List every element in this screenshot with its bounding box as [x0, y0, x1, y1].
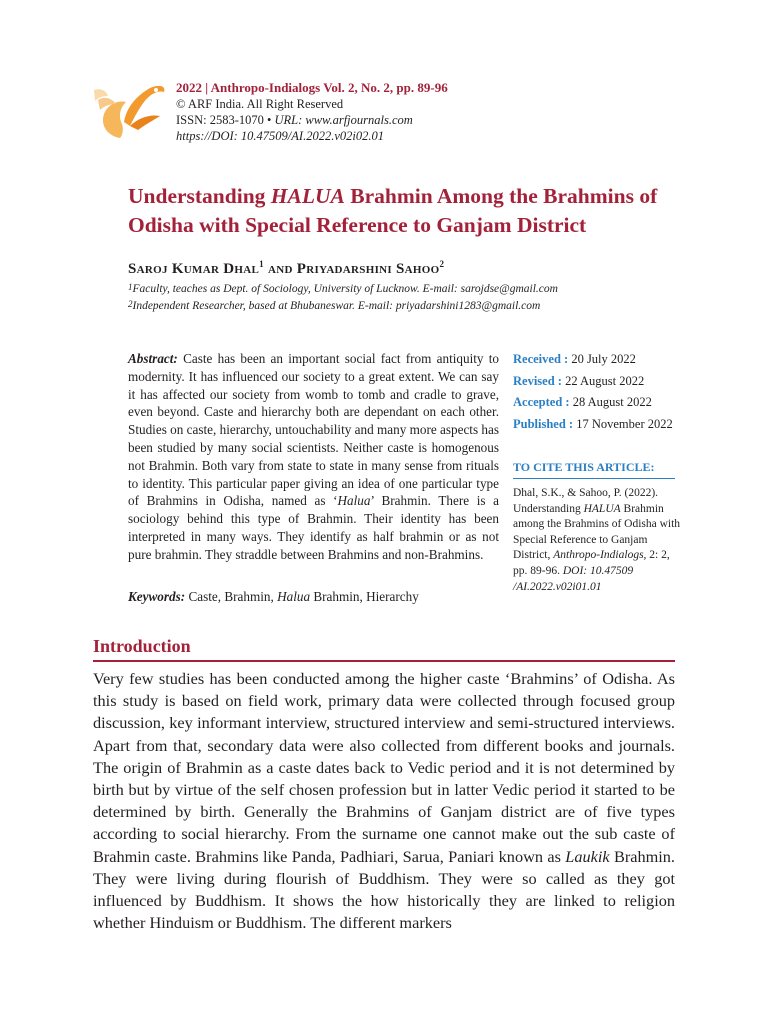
- received-value: 20 July 2022: [568, 352, 636, 366]
- affiliation-1-text: Faculty, teaches as Dept. of Sociology, University of Lucknow. E-mail: sarojdse@gmail.com: [132, 283, 558, 295]
- journal-url[interactable]: URL: www.arfjournals.com: [274, 113, 413, 127]
- citation-part: , 2: 2, pp. 89-96.: [513, 549, 670, 577]
- title-part: Understanding: [128, 184, 271, 208]
- affiliation-1: [128, 282, 558, 297]
- accepted-value: 28 August 2022: [569, 395, 652, 409]
- citation-journal: Anthropo-Indialogs: [553, 549, 644, 562]
- affiliation-2: [128, 299, 540, 314]
- keywords-text: Brahmin, Hierarchy: [310, 589, 419, 604]
- author-2: Priyadarshini Sahoo: [296, 261, 440, 277]
- title-emphasis: HALUA: [270, 184, 345, 208]
- abstract-label: Abstract:: [128, 351, 178, 366]
- intro-text: Brahmin. They were living during flourish of Buddhism. They were so called as they got influenced by Buddhism. It shows the how historically they are linked to religion whether Hinduism or Buddhism. The different markers: [93, 846, 676, 933]
- keywords-text: Caste, Brahmin,: [185, 589, 278, 604]
- citation-emphasis: HALUA: [583, 502, 621, 515]
- revised-label: Revised :: [513, 373, 562, 388]
- author-1: Saroj Kumar Dhal: [128, 261, 260, 277]
- citation-doi[interactable]: DOI: 10.47509 /AI.2022.v02i01.01: [513, 564, 634, 593]
- abstract-text: ’ Brahmin. There is a sociology behind this type of Brahmin. Their identity has been interpreted in many ways. They identify as half brahmin or as not pure brahmin. They straddle between Brahmins and non-Brahmins.: [128, 493, 499, 562]
- received-date: [513, 349, 673, 371]
- affiliation-1-sup: 1: [128, 282, 133, 292]
- title-part: Brahmin Among the Brahmins of Odisha with Special Reference to Ganjam District: [128, 184, 658, 237]
- author-2-sup: 2: [439, 259, 445, 269]
- keywords: [128, 589, 419, 605]
- introduction-paragraph: [93, 668, 675, 934]
- published-label: Published :: [513, 416, 574, 431]
- received-label: Received :: [513, 352, 569, 366]
- citation-part: Brahmin among the Brahmins of Odisha with Special Reference to Ganjam District,: [513, 502, 681, 562]
- revised-value: 22 August 2022: [561, 373, 645, 388]
- affiliation-2-sup: 2: [128, 299, 133, 309]
- issn: ISSN: 2583-1070 •: [176, 113, 272, 127]
- revised-date: [513, 371, 673, 393]
- affiliation-2-text: Independent Researcher, based at Bhubaneswar. E-mail: priyadarshini1283@gmail.com: [132, 300, 541, 312]
- author-1-sup: 1: [259, 259, 264, 269]
- published-date: [513, 414, 673, 436]
- citation-part: Dhal, S.K., & Sahoo, P. (2022). Understanding: [513, 487, 659, 515]
- published-value: 17 November 2022: [573, 416, 673, 431]
- abstract: [128, 350, 499, 564]
- copyright-line: © ARF India. All Right Reserved: [176, 97, 344, 111]
- arf-bird-logo: [90, 78, 168, 144]
- journal-citation-line: 2022 | Anthropo-Indialogs Vol. 2, No. 2, pp. 89-96: [176, 80, 448, 95]
- keywords-label: Keywords:: [128, 589, 186, 604]
- intro-emphasis: Laukik: [565, 846, 610, 866]
- issn-url-line: [176, 112, 448, 128]
- article-title: [128, 182, 708, 240]
- authors-conjunction: and: [263, 261, 297, 277]
- doi-link[interactable]: https://DOI: 10.47509/AI.2022.v02i02.01: [176, 129, 384, 143]
- accepted-date: [513, 392, 673, 414]
- intro-text: Very few studies has been conducted among the higher caste ‘Brahmins’ of Odisha. As this study is based on field work, primary data were collected through focused group discussion, key informant interview, structured interview and semi-structured interviews. Apart from that, secondary data were also collected from different books and journals. The origin of Brahmin as a caste dates back to Vedic period and it is not determined by birth but by virtue of the self chosen profession but in latter Vedic period it started to be determined by birth. Generally the Brahmins of Ganjam district are of five types according to social hierarchy. From the surname one cannot make out the sub caste of Brahmin caste. Brahmins like Panda, Padhiari, Sarua, Paniari known as: [93, 669, 675, 866]
- keywords-emphasis: Halua: [277, 589, 311, 604]
- section-heading-introduction: Introduction: [93, 636, 191, 656]
- accepted-label: Accepted :: [513, 395, 570, 409]
- section-divider: [93, 660, 675, 662]
- cite-heading: TO CITE THIS ARTICLE:: [513, 460, 675, 479]
- authors: [128, 261, 444, 278]
- article-dates: [513, 349, 673, 435]
- abstract-emphasis: Halua: [337, 493, 371, 509]
- journal-header: [176, 80, 448, 144]
- abstract-text: Caste has been an important social fact from antiquity to modernity. It has influenced our society to a great extent. We can say it has affected our society from womb to tomb and cradle to grave, even beyond. Caste and hierarchy both are dependant on each other. Studies on caste, hierarchy, untouchability and many more aspects has been studied by many social scientists. Neither caste is homogenous not Brahmin. Both vary from state to state in many sense from rituals to identity. This particular paper giving an idea of one particular type of Brahmins in Odisha, named as ‘: [128, 351, 499, 509]
- citation-text: [513, 486, 683, 595]
